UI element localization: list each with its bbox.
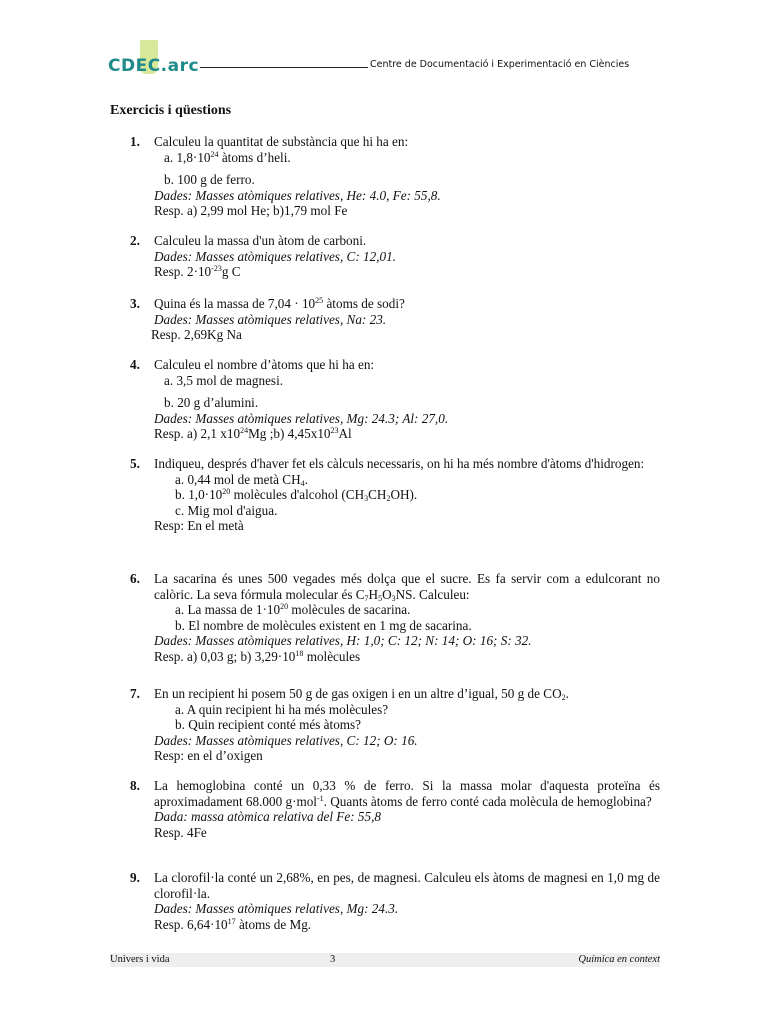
answer-line: Resp: en el d’oxigen	[154, 748, 263, 764]
part-a: a. La massa de $1\cdot 10^{20}$ molècules de sacarina.	[175, 602, 411, 618]
answer-line: Resp. $6,64\cdot 10^{17}$ àtoms de Mg.	[154, 916, 312, 932]
data-line: Dades: Masses atòmiques relatives, C: 12; O: 16.	[154, 732, 418, 748]
part-a: a. 0,44 mol de metà $CH_4$.	[175, 471, 308, 488]
footer-left: Univers i vida	[110, 954, 170, 965]
data-line: Dades: Masses atòmiques relatives, He: 4.0, Fe: 55,8.	[154, 187, 441, 203]
exercise-7	[110, 686, 660, 764]
part-b: b. El nombre de molècules existent en 1 mg de sacarina.	[175, 617, 472, 633]
part-b: b. 20 g d’alumini.	[164, 395, 259, 411]
exercise-number: 5.	[130, 456, 140, 471]
exercise-4	[110, 357, 660, 442]
question-text: En un recipient hi posem 50 g de gas oxigen i en un altre d’igual, 50 g de $CO_2$.	[154, 686, 569, 702]
exercise-8	[110, 778, 660, 840]
question-text: La sacarina és unes 500 vegades més dolça que el sucre. Es fa servir com a edulcorant no calòric. La seva fórmula molecular és $C_7H_5O_3NS$. Calculeu:	[154, 571, 660, 603]
header-title: Centre de Documentació i Experimentació en Ciències	[370, 59, 630, 70]
exercise-2	[110, 233, 660, 280]
exercise-5	[110, 456, 660, 534]
data-line: Dades: Masses atòmiques relatives, Mg: 24.3.	[154, 901, 399, 917]
data-line: Dades: Masses atòmiques relatives, Mg: 24.3; Al: 27,0.	[154, 410, 449, 426]
part-a: a. A quin recipient hi ha més molècules?	[175, 701, 389, 717]
exercise-number: 8.	[130, 778, 140, 793]
section-title: Exercicis i qüestions	[110, 103, 232, 118]
answer-line: Resp. $2\cdot 10^{-23}g$ C	[154, 264, 241, 280]
answer-line: Resp. 2,69Kg Na	[151, 327, 242, 343]
answer-line: Resp. a) 0,03 g; b) $3,29\cdot 10^{18}$ molècules	[154, 648, 361, 664]
exercise-number: 9.	[130, 870, 140, 885]
question-text: La clorofil·la conté un 2,68%, en pes, de magnesi. Calculeu els àtoms de magnesi en 1,0 mg de clorofil·la.	[154, 870, 660, 901]
question-text: Calculeu el nombre d’àtoms que hi ha en:	[154, 357, 375, 372]
question-text: Calculeu la massa d'un àtom de carboni.	[154, 233, 367, 248]
question-text: Quina és la massa de $7,04 \cdot 10^{25}$ àtoms de sodi?	[154, 296, 405, 311]
header-rule	[200, 67, 368, 68]
part-b: b. 100 g de ferro.	[164, 172, 255, 188]
part-b: b. Quin recipient conté més àtoms?	[175, 717, 362, 733]
data-line: Dades: Masses atòmiques relatives, H: 1,0; C: 12; N: 14; O: 16; S: 32.	[154, 633, 532, 649]
exercise-number: 2.	[130, 233, 140, 248]
exercise-number: 7.	[130, 686, 140, 701]
exercise-number: 1.	[130, 134, 140, 149]
exercise-1	[110, 134, 660, 219]
answer-line: Resp. a) 2,1 $x10^{24}Mg$ ;b) $4,45x10^{23}Al$	[154, 426, 352, 442]
exercise-number: 4.	[130, 357, 140, 372]
exercise-3	[110, 296, 660, 343]
logo-text: CDEC.arc	[108, 56, 200, 76]
part-a: a. 3,5 mol de magnesi.	[164, 372, 284, 388]
exercise-number: 3.	[130, 296, 140, 311]
answer-line: Resp. a) 2,99 mol He; b)1,79 mol Fe	[154, 203, 348, 219]
footer-right: Química en context	[578, 954, 660, 965]
page-number: 3	[330, 954, 336, 965]
exercise-number: 6.	[130, 571, 140, 586]
data-line: Dada: massa atòmica relativa del Fe: 55,8	[154, 809, 381, 825]
answer-line: Resp. 4Fe	[154, 824, 207, 840]
data-line: Dades: Masses atòmiques relatives, Na: 23.	[154, 311, 387, 327]
exercise-9	[110, 870, 660, 932]
cdec-logo	[108, 40, 208, 80]
data-line: Dades: Masses atòmiques relatives, C: 12,01.	[154, 248, 396, 264]
question-text: La hemoglobina conté un 0,33 % de ferro. Si la massa molar d'aquesta proteïna és aproximadament 68.000 g·mol$^{-1}$. Quants àtoms de ferro conté cada molècula de hemoglobina?	[154, 778, 660, 809]
part-b: b. $1,0\cdot 10^{20}$ molècules d'alcohol $(CH_3CH_2OH)$.	[175, 487, 418, 504]
question-text: Indiqueu, després d'haver fet els càlculs necessaris, on hi ha més nombre d'àtoms d'hidrogen:	[154, 456, 645, 471]
answer-line: Resp: En el metà	[154, 518, 244, 534]
part-a: a. $1,8\cdot 10^{24}$ àtoms d’heli.	[164, 149, 291, 165]
part-c: c. Mig mol d'aigua.	[175, 502, 278, 518]
exercise-6	[110, 571, 660, 665]
question-text: Calculeu la quantitat de substància que hi ha en:	[154, 134, 409, 149]
